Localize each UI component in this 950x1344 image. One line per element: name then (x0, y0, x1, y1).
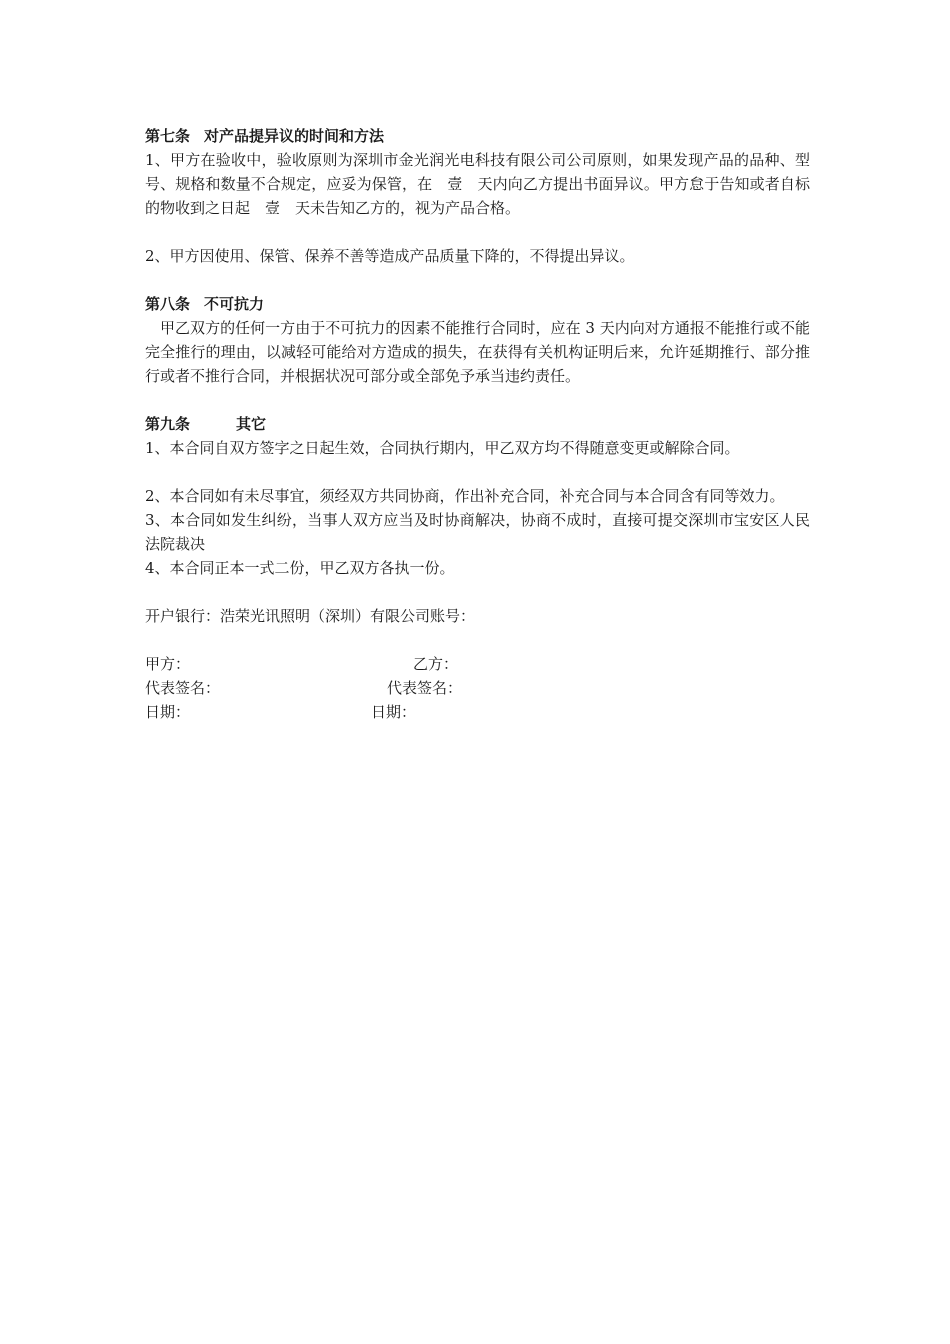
spacer (145, 388, 810, 412)
article-9-paragraph-2: 2、本合同如有未尽事宜，须经双方共同协商，作出补充合同，补充合同与本合同含有同等效力。 (145, 487, 785, 505)
contract-body (145, 124, 810, 724)
signature-row-date (145, 700, 810, 724)
article-9-paragraph-1: 1、本合同自双方签字之日起生效，合同执行期内，甲乙双方均不得随意变更或解除合同。 (145, 439, 740, 457)
spacer (145, 268, 810, 292)
spacer (145, 628, 810, 652)
spacer (145, 580, 810, 604)
article-7-paragraph-1: 1、甲方在验收中，验收原则为深圳市金光润光电科技有限公司公司原则，如果发现产品的品种、型号、规格和数量不合规定，应妥为保管，在 壹 天内向乙方提出书面异议。甲方怠于告知或者自标的物收到之日起 壹 天未告知乙方的，视为产品合格。 (145, 151, 810, 217)
article-9-heading (145, 412, 810, 436)
bank-info: 开户银行：浩荣光讯照明（深圳）有限公司账号： (145, 607, 476, 625)
date-b-label: 日期： (371, 703, 417, 721)
article-9-number: 第九条 (145, 415, 191, 433)
article-9-title: 其它 (236, 415, 267, 433)
article-9-paragraph-3: 3、本合同如发生纠纷，当事人双方应当及时协商解决，协商不成时，直接可提交深圳市宝安区人民法院裁决 (145, 511, 810, 553)
article-8-title: 不可抗力 (204, 295, 265, 313)
article-7-number: 第七条 (145, 127, 191, 145)
article-7-paragraph-2: 2、甲方因使用、保管、保养不善等造成产品质量下降的，不得提出异议。 (145, 247, 635, 265)
spacer (145, 220, 810, 244)
date-a-label: 日期： (145, 703, 191, 721)
article-7-heading (145, 124, 810, 148)
rep-b-label: 代表签名： (387, 679, 463, 697)
signature-row-party (145, 652, 810, 676)
party-a-label: 甲方： (145, 655, 191, 673)
article-9-paragraph-4: 4、本合同正本一式二份，甲乙双方各执一份。 (145, 559, 455, 577)
spacer (145, 460, 810, 484)
article-8-heading (145, 292, 810, 316)
article-8-paragraph-1: 甲乙双方的任何一方由于不可抗力的因素不能推行合同时，应在 3 天内向对方通报不能推行或不能完全推行的理由，以减轻可能给对方造成的损失，在获得有关机构证明后来，允许延期推行、部分推行或者不推行合同，并根据状况可部分或全部免予承当违约责任。 (145, 319, 810, 385)
rep-a-label: 代表签名： (145, 679, 221, 697)
signature-row-representative (145, 676, 810, 700)
article-8-number: 第八条 (145, 295, 191, 313)
party-b-label: 乙方： (413, 655, 459, 673)
article-7-title: 对产品提异议的时间和方法 (204, 127, 385, 145)
